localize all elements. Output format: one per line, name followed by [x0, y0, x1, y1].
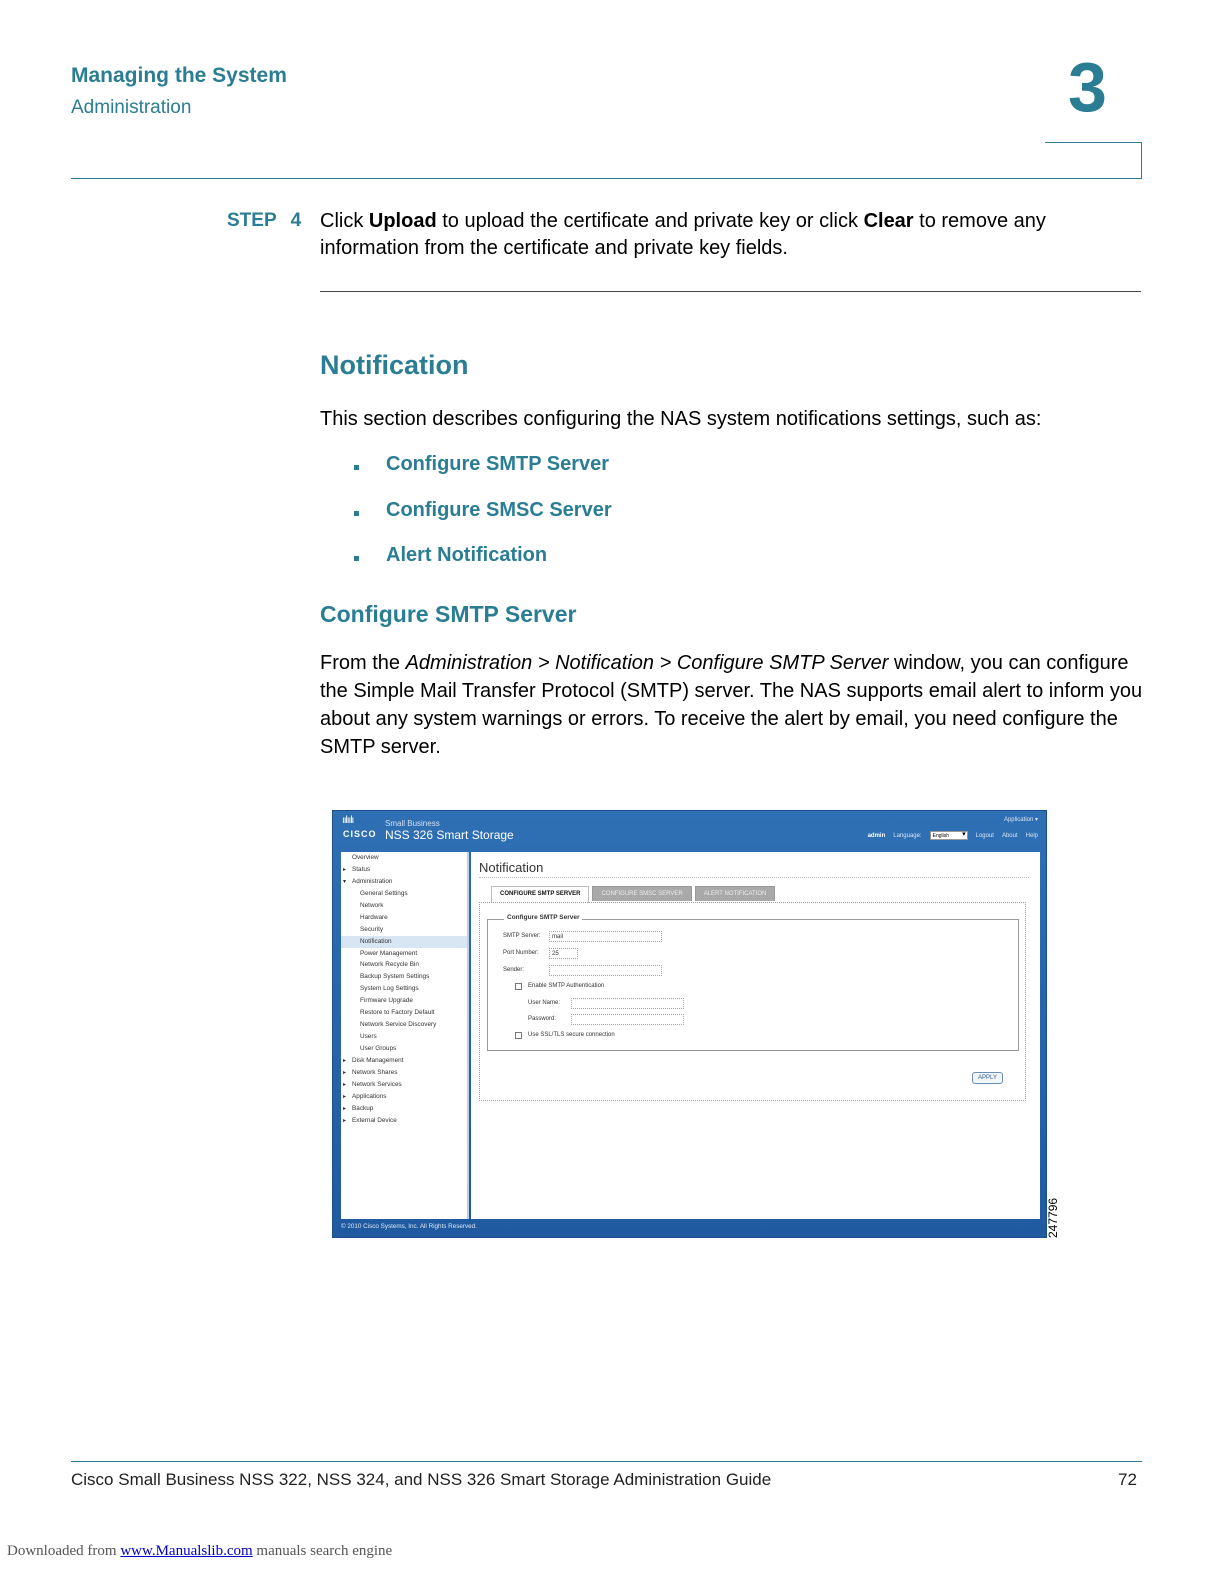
port-label: Port Number: — [503, 950, 539, 956]
step-text-part: Click — [320, 210, 369, 232]
topic-list — [354, 453, 612, 590]
sidebar-item[interactable] — [341, 1091, 467, 1103]
sidebar-item-label: Applications — [352, 1092, 387, 1100]
chevron-right-icon: ▸ — [343, 1093, 347, 1100]
chevron-right-icon: ▸ — [343, 1081, 347, 1088]
tab-alert-notification[interactable]: ALERT NOTIFICATION — [695, 886, 776, 901]
title-rule — [479, 877, 1029, 878]
chevron-down-icon: ▾ — [343, 878, 347, 885]
cisco-wordmark: CISCO — [343, 829, 377, 839]
step-label — [227, 210, 301, 232]
username-label: User Name: — [528, 1000, 561, 1006]
sidebar-item[interactable] — [341, 1103, 467, 1115]
sidebar-item[interactable] — [341, 864, 467, 876]
sender-input[interactable] — [549, 965, 662, 976]
step-text-part: to upload the certificate and private key or click — [436, 210, 864, 232]
language-label: Language: — [893, 832, 922, 839]
sidebar-item[interactable] — [341, 995, 467, 1007]
sidebar-item[interactable] — [341, 971, 467, 983]
sidebar-item-label: Security — [360, 925, 384, 933]
sidebar-item-label: External Device — [352, 1116, 397, 1124]
ssl-label: Use SSL/TLS secure connection — [528, 1032, 615, 1038]
chevron-right-icon: ▸ — [343, 1057, 347, 1064]
chevron-right-icon: ▸ — [343, 1117, 347, 1124]
application-menu[interactable]: Application ▾ — [1003, 817, 1038, 823]
sidebar-item-label: Power Management — [360, 949, 418, 957]
download-note — [7, 1543, 392, 1560]
language-select[interactable]: English ▾ — [930, 831, 968, 840]
sidebar-item-label: Network Shares — [352, 1068, 398, 1076]
figure-id: 247796 — [1046, 1197, 1060, 1238]
sidebar-item-label: Administration — [352, 877, 393, 885]
step-divider — [320, 291, 1141, 292]
step-number: 4 — [290, 210, 302, 231]
sidebar-item-label: Firmware Upgrade — [360, 997, 413, 1005]
step-word: STEP — [227, 210, 277, 231]
app-title: NSS 326 Smart Storage — [385, 828, 514, 842]
smtp-server-label: SMTP Server: — [503, 933, 541, 939]
manualslib-link[interactable]: www.Manualslib.com — [120, 1543, 253, 1559]
sidebar-item[interactable] — [341, 1079, 467, 1091]
chapter-title: Managing the System — [71, 64, 287, 87]
menu-path-notification: Notification — [555, 652, 655, 674]
clear-term: Clear — [863, 210, 914, 232]
sidebar-item-label: Backup — [352, 1104, 374, 1112]
chevron-right-icon: ▸ — [343, 866, 347, 873]
chapter-number: 3 — [1068, 48, 1107, 126]
sender-label: Sender: — [503, 967, 525, 973]
apply-button[interactable]: APPLY — [972, 1072, 1003, 1084]
fieldset-legend: Configure SMTP Server — [504, 914, 582, 921]
smtp-server-input[interactable]: mail — [549, 931, 662, 942]
username-input[interactable] — [571, 998, 684, 1009]
page-number: 72 — [1118, 1470, 1137, 1489]
tab-panel — [479, 902, 1026, 1101]
password-input[interactable] — [571, 1014, 684, 1025]
sidebar-item-label: Backup System Settings — [360, 973, 430, 981]
menu-path-smtp: Configure SMTP Server — [676, 652, 889, 674]
step-text — [320, 208, 1142, 262]
menu-path-sep: > — [532, 652, 556, 674]
tab-configure-smtp[interactable]: CONFIGURE SMTP SERVER — [491, 886, 589, 903]
intro-text: This section describes configuring the NAS system notifications settings, such as: — [320, 408, 1042, 430]
sidebar-item[interactable] — [341, 1067, 467, 1079]
subsection-title: Configure SMTP Server — [320, 601, 577, 627]
main-title: Notification — [479, 860, 544, 875]
sidebar-item[interactable] — [341, 1043, 467, 1055]
cisco-logo-icon: ıılıılı — [342, 815, 354, 826]
sidebar-item-label: Network Services — [352, 1080, 402, 1088]
app-header — [333, 811, 1046, 851]
para-part: window, you can configure the Simple Mail Transfer Protocol (SMTP) server. The NAS supports email alert to inform you about any system warnings or errors. To receive the alert by email, you need configure the SMTP server. — [320, 652, 1143, 758]
sidebar-nav — [341, 852, 469, 1219]
brand-small: Small Business — [385, 819, 440, 828]
ssl-checkbox[interactable] — [515, 1032, 522, 1039]
sidebar-item-label: Overview — [352, 854, 379, 861]
app-copyright: © 2010 Cisco Systems, Inc. All Rights Reserved. — [341, 1223, 477, 1230]
topic-link[interactable]: Alert Notification — [354, 544, 612, 590]
download-prefix: Downloaded from — [7, 1543, 121, 1559]
sidebar-item-label: General Settings — [360, 889, 408, 897]
enable-auth-checkbox[interactable] — [515, 983, 522, 990]
enable-auth-label: Enable SMTP Authentication — [528, 983, 605, 989]
sidebar-item-label: System Log Settings — [360, 985, 419, 993]
section-name: Administration — [71, 97, 192, 118]
sidebar-item[interactable] — [341, 912, 467, 924]
sidebar-item-label: Restore to Factory Default — [360, 1009, 435, 1017]
sidebar-item[interactable] — [341, 876, 467, 888]
topic-link[interactable]: Configure SMSC Server — [354, 499, 612, 545]
main-panel — [471, 852, 1040, 1219]
sidebar-item[interactable] — [341, 852, 467, 864]
smtp-fieldset — [487, 914, 1019, 1051]
sidebar-item-label: Users — [360, 1033, 377, 1041]
chevron-right-icon: ▸ — [343, 1105, 347, 1112]
sidebar-item-label: Network Service Discovery — [360, 1021, 437, 1029]
sidebar-item-label: Notification — [360, 937, 392, 945]
header-rule — [71, 178, 1142, 179]
footer-guide-title: Cisco Small Business NSS 322, NSS 324, and NSS 326 Smart Storage Administration Guide — [71, 1470, 772, 1489]
sidebar-item[interactable] — [341, 1115, 467, 1127]
section-title: Notification — [320, 350, 469, 380]
step-text-part: to remove any information from the certificate and private key fields. — [320, 210, 1046, 259]
menu-path-sep: > — [654, 652, 677, 674]
sidebar-item[interactable] — [341, 936, 467, 948]
upload-term: Upload — [368, 210, 437, 232]
logout-link[interactable]: Logout — [975, 832, 994, 839]
download-suffix: manuals search engine — [252, 1543, 393, 1559]
sidebar-item-label: Status — [352, 865, 371, 873]
smtp-paragraph — [320, 649, 1145, 761]
sidebar-item[interactable] — [341, 1007, 467, 1019]
sidebar-item-label: User Groups — [360, 1045, 397, 1052]
sidebar-item-label: Network — [360, 901, 384, 909]
smtp-screenshot — [332, 810, 1047, 1238]
sidebar-item[interactable] — [341, 948, 467, 960]
sidebar-item[interactable] — [341, 1031, 467, 1043]
tab-bar — [491, 886, 775, 903]
para-part: From the — [320, 652, 406, 674]
sidebar-item[interactable] — [341, 900, 467, 912]
about-link[interactable]: About — [1001, 832, 1018, 839]
password-label: Password: — [528, 1016, 557, 1022]
sidebar-item-label: Hardware — [360, 913, 388, 921]
topic-link[interactable]: Configure SMTP Server — [354, 453, 612, 499]
sidebar-item-label: Network Recycle Bin — [360, 961, 419, 969]
chapter-tab-frame — [1045, 142, 1142, 179]
sidebar-item[interactable] — [341, 1055, 467, 1067]
footer-rule — [71, 1461, 1142, 1462]
sidebar-item[interactable] — [341, 1019, 467, 1031]
top-links — [868, 831, 1038, 840]
tab-configure-smsc[interactable]: CONFIGURE SMSC SERVER — [592, 886, 691, 901]
sidebar-item[interactable] — [341, 924, 467, 936]
chevron-right-icon: ▸ — [343, 1069, 347, 1076]
user-name: admin — [867, 832, 886, 839]
sidebar-item-label: Disk Management — [352, 1056, 404, 1064]
menu-path-administration: Administration — [405, 652, 533, 674]
port-input[interactable]: 25 — [549, 948, 578, 959]
sidebar-item[interactable] — [341, 888, 467, 900]
help-link[interactable]: Help — [1025, 832, 1038, 839]
sidebar-item[interactable] — [341, 983, 467, 995]
sidebar-item[interactable] — [341, 959, 467, 971]
